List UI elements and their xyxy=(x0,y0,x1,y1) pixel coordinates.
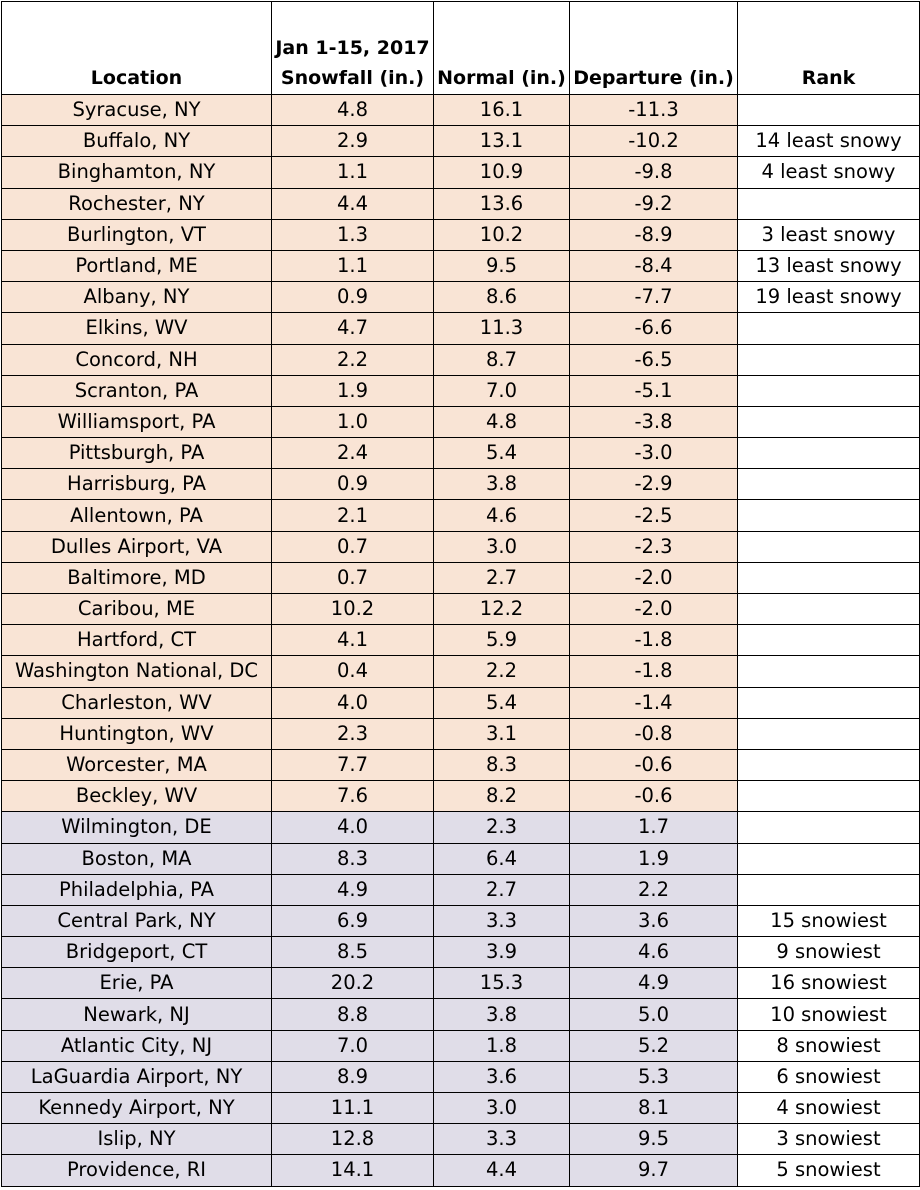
table-row xyxy=(2,1093,920,1124)
cell-rank xyxy=(738,749,920,780)
cell-rank: 10 snowiest xyxy=(738,999,920,1030)
cell-location: Binghamton, NY xyxy=(2,157,272,188)
table-row xyxy=(2,656,920,687)
cell-location: Scranton, PA xyxy=(2,375,272,406)
cell-location: Portland, ME xyxy=(2,250,272,281)
cell-rank: 14 least snowy xyxy=(738,126,920,157)
cell-normal: 3.9 xyxy=(434,937,570,968)
header-normal: Normal (in.) xyxy=(434,2,570,95)
cell-rank xyxy=(738,500,920,531)
cell-location: Newark, NJ xyxy=(2,999,272,1030)
header-location: Location xyxy=(2,2,272,95)
cell-normal: 2.7 xyxy=(434,562,570,593)
cell-location: Caribou, ME xyxy=(2,594,272,625)
cell-departure: -11.3 xyxy=(570,95,738,126)
table-body xyxy=(2,95,920,1187)
cell-location: Hartford, CT xyxy=(2,625,272,656)
header-snowfall xyxy=(272,2,434,95)
cell-normal: 9.5 xyxy=(434,250,570,281)
cell-departure: -1.4 xyxy=(570,687,738,718)
cell-snowfall: 12.8 xyxy=(272,1124,434,1155)
cell-normal: 13.6 xyxy=(434,188,570,219)
cell-normal: 15.3 xyxy=(434,968,570,999)
table-row xyxy=(2,625,920,656)
cell-normal: 3.3 xyxy=(434,905,570,936)
cell-normal: 7.0 xyxy=(434,375,570,406)
cell-location: Allentown, PA xyxy=(2,500,272,531)
cell-departure: -2.9 xyxy=(570,469,738,500)
cell-location: Providence, RI xyxy=(2,1155,272,1186)
table-row xyxy=(2,1061,920,1092)
cell-snowfall: 4.0 xyxy=(272,687,434,718)
cell-location: Syracuse, NY xyxy=(2,95,272,126)
cell-normal: 2.7 xyxy=(434,874,570,905)
table-row xyxy=(2,905,920,936)
table-row xyxy=(2,219,920,250)
cell-departure: 9.5 xyxy=(570,1124,738,1155)
cell-rank: 13 least snowy xyxy=(738,250,920,281)
cell-location: Baltimore, MD xyxy=(2,562,272,593)
cell-normal: 12.2 xyxy=(434,594,570,625)
cell-snowfall: 0.7 xyxy=(272,562,434,593)
cell-departure: -10.2 xyxy=(570,126,738,157)
cell-departure: 1.7 xyxy=(570,812,738,843)
table-row xyxy=(2,406,920,437)
cell-normal: 10.9 xyxy=(434,157,570,188)
cell-departure: 5.0 xyxy=(570,999,738,1030)
cell-location: Harrisburg, PA xyxy=(2,469,272,500)
cell-location: Beckley, WV xyxy=(2,781,272,812)
cell-normal: 8.6 xyxy=(434,282,570,313)
cell-rank xyxy=(738,594,920,625)
cell-snowfall: 0.9 xyxy=(272,469,434,500)
cell-location: Rochester, NY xyxy=(2,188,272,219)
table-row xyxy=(2,874,920,905)
table-row xyxy=(2,375,920,406)
cell-snowfall: 8.3 xyxy=(272,843,434,874)
cell-location: Atlantic City, NJ xyxy=(2,1030,272,1061)
cell-snowfall: 2.1 xyxy=(272,500,434,531)
table-row xyxy=(2,188,920,219)
table-row xyxy=(2,1155,920,1186)
table-row xyxy=(2,781,920,812)
cell-snowfall: 2.4 xyxy=(272,438,434,469)
cell-location: Wilmington, DE xyxy=(2,812,272,843)
cell-departure: -8.4 xyxy=(570,250,738,281)
cell-snowfall: 1.9 xyxy=(272,375,434,406)
cell-departure: 1.9 xyxy=(570,843,738,874)
cell-snowfall: 7.6 xyxy=(272,781,434,812)
cell-snowfall: 4.8 xyxy=(272,95,434,126)
cell-location: Worcester, MA xyxy=(2,749,272,780)
cell-departure: 8.1 xyxy=(570,1093,738,1124)
table-row xyxy=(2,937,920,968)
cell-snowfall: 1.1 xyxy=(272,157,434,188)
cell-departure: 5.3 xyxy=(570,1061,738,1092)
table-row xyxy=(2,500,920,531)
cell-snowfall: 1.1 xyxy=(272,250,434,281)
cell-rank: 19 least snowy xyxy=(738,282,920,313)
header-snowfall-line1: Jan 1-15, 2017 xyxy=(275,37,430,59)
cell-normal: 3.8 xyxy=(434,469,570,500)
table-row xyxy=(2,126,920,157)
cell-normal: 4.6 xyxy=(434,500,570,531)
cell-departure: -1.8 xyxy=(570,625,738,656)
cell-location: Central Park, NY xyxy=(2,905,272,936)
cell-rank: 3 snowiest xyxy=(738,1124,920,1155)
cell-location: Burlington, VT xyxy=(2,219,272,250)
table-row xyxy=(2,250,920,281)
cell-normal: 13.1 xyxy=(434,126,570,157)
cell-departure: 4.6 xyxy=(570,937,738,968)
header-row xyxy=(2,2,920,95)
cell-snowfall: 4.9 xyxy=(272,874,434,905)
table-row xyxy=(2,843,920,874)
cell-rank xyxy=(738,843,920,874)
cell-location: Washington National, DC xyxy=(2,656,272,687)
cell-rank: 5 snowiest xyxy=(738,1155,920,1186)
cell-departure: -2.0 xyxy=(570,562,738,593)
table-row xyxy=(2,749,920,780)
cell-departure: -8.9 xyxy=(570,219,738,250)
cell-departure: -0.8 xyxy=(570,718,738,749)
cell-location: Elkins, WV xyxy=(2,313,272,344)
cell-normal: 5.9 xyxy=(434,625,570,656)
table-row xyxy=(2,1124,920,1155)
cell-rank: 9 snowiest xyxy=(738,937,920,968)
cell-departure: -0.6 xyxy=(570,781,738,812)
cell-normal: 3.8 xyxy=(434,999,570,1030)
table-row xyxy=(2,594,920,625)
cell-snowfall: 4.4 xyxy=(272,188,434,219)
cell-location: Buffalo, NY xyxy=(2,126,272,157)
table-row xyxy=(2,562,920,593)
cell-departure: -2.3 xyxy=(570,531,738,562)
cell-snowfall: 10.2 xyxy=(272,594,434,625)
cell-normal: 5.4 xyxy=(434,438,570,469)
cell-location: Philadelphia, PA xyxy=(2,874,272,905)
cell-normal: 3.6 xyxy=(434,1061,570,1092)
cell-normal: 8.3 xyxy=(434,749,570,780)
table-row xyxy=(2,718,920,749)
cell-snowfall: 14.1 xyxy=(272,1155,434,1186)
cell-snowfall: 7.7 xyxy=(272,749,434,780)
cell-location: Williamsport, PA xyxy=(2,406,272,437)
cell-snowfall: 8.9 xyxy=(272,1061,434,1092)
cell-snowfall: 0.7 xyxy=(272,531,434,562)
cell-snowfall: 2.2 xyxy=(272,344,434,375)
snowfall-table xyxy=(1,1,920,1187)
table-row xyxy=(2,157,920,188)
header-snowfall-line2: Snowfall (in.) xyxy=(280,67,425,89)
table-row xyxy=(2,282,920,313)
header-rank: Rank xyxy=(738,2,920,95)
cell-snowfall: 2.9 xyxy=(272,126,434,157)
cell-snowfall: 4.1 xyxy=(272,625,434,656)
cell-rank xyxy=(738,406,920,437)
cell-normal: 1.8 xyxy=(434,1030,570,1061)
table-row xyxy=(2,469,920,500)
cell-rank xyxy=(738,531,920,562)
cell-snowfall: 20.2 xyxy=(272,968,434,999)
cell-departure: -1.8 xyxy=(570,656,738,687)
cell-normal: 5.4 xyxy=(434,687,570,718)
cell-rank xyxy=(738,344,920,375)
cell-rank xyxy=(738,469,920,500)
table-row xyxy=(2,1030,920,1061)
cell-snowfall: 8.8 xyxy=(272,999,434,1030)
cell-rank: 8 snowiest xyxy=(738,1030,920,1061)
cell-normal: 4.8 xyxy=(434,406,570,437)
cell-location: Bridgeport, CT xyxy=(2,937,272,968)
cell-rank: 6 snowiest xyxy=(738,1061,920,1092)
cell-rank xyxy=(738,718,920,749)
cell-rank xyxy=(738,313,920,344)
cell-normal: 8.7 xyxy=(434,344,570,375)
cell-snowfall: 4.0 xyxy=(272,812,434,843)
cell-departure: -2.0 xyxy=(570,594,738,625)
cell-location: Dulles Airport, VA xyxy=(2,531,272,562)
cell-departure: -9.2 xyxy=(570,188,738,219)
cell-departure: -6.6 xyxy=(570,313,738,344)
cell-normal: 3.0 xyxy=(434,531,570,562)
cell-snowfall: 0.4 xyxy=(272,656,434,687)
cell-departure: -6.5 xyxy=(570,344,738,375)
cell-departure: -2.5 xyxy=(570,500,738,531)
cell-rank xyxy=(738,375,920,406)
cell-location: Islip, NY xyxy=(2,1124,272,1155)
cell-location: Albany, NY xyxy=(2,282,272,313)
cell-normal: 2.2 xyxy=(434,656,570,687)
cell-departure: -9.8 xyxy=(570,157,738,188)
cell-normal: 11.3 xyxy=(434,313,570,344)
cell-rank xyxy=(738,625,920,656)
cell-rank xyxy=(738,656,920,687)
cell-normal: 3.0 xyxy=(434,1093,570,1124)
cell-location: Charleston, WV xyxy=(2,687,272,718)
cell-snowfall: 8.5 xyxy=(272,937,434,968)
cell-normal: 8.2 xyxy=(434,781,570,812)
cell-rank: 4 snowiest xyxy=(738,1093,920,1124)
cell-rank xyxy=(738,562,920,593)
cell-rank: 3 least snowy xyxy=(738,219,920,250)
cell-snowfall: 6.9 xyxy=(272,905,434,936)
table-row xyxy=(2,344,920,375)
cell-snowfall: 1.3 xyxy=(272,219,434,250)
table-row xyxy=(2,812,920,843)
cell-rank xyxy=(738,188,920,219)
cell-rank xyxy=(738,781,920,812)
cell-departure: 2.2 xyxy=(570,874,738,905)
cell-location: Concord, NH xyxy=(2,344,272,375)
cell-departure: 9.7 xyxy=(570,1155,738,1186)
cell-location: LaGuardia Airport, NY xyxy=(2,1061,272,1092)
cell-rank: 16 snowiest xyxy=(738,968,920,999)
cell-rank: 15 snowiest xyxy=(738,905,920,936)
table-row xyxy=(2,687,920,718)
cell-departure: 5.2 xyxy=(570,1030,738,1061)
cell-location: Huntington, WV xyxy=(2,718,272,749)
cell-snowfall: 11.1 xyxy=(272,1093,434,1124)
cell-departure: -0.6 xyxy=(570,749,738,780)
cell-location: Pittsburgh, PA xyxy=(2,438,272,469)
cell-rank xyxy=(738,438,920,469)
cell-snowfall: 2.3 xyxy=(272,718,434,749)
cell-rank xyxy=(738,687,920,718)
table-row xyxy=(2,438,920,469)
table-row xyxy=(2,95,920,126)
cell-departure: 3.6 xyxy=(570,905,738,936)
cell-departure: -3.8 xyxy=(570,406,738,437)
cell-location: Kennedy Airport, NY xyxy=(2,1093,272,1124)
cell-location: Erie, PA xyxy=(2,968,272,999)
table-row xyxy=(2,313,920,344)
table-row xyxy=(2,968,920,999)
cell-rank xyxy=(738,874,920,905)
table-row xyxy=(2,531,920,562)
cell-snowfall: 1.0 xyxy=(272,406,434,437)
cell-normal: 3.3 xyxy=(434,1124,570,1155)
cell-normal: 16.1 xyxy=(434,95,570,126)
cell-departure: -5.1 xyxy=(570,375,738,406)
header-departure: Departure (in.) xyxy=(570,2,738,95)
cell-normal: 4.4 xyxy=(434,1155,570,1186)
cell-normal: 10.2 xyxy=(434,219,570,250)
cell-rank xyxy=(738,812,920,843)
cell-snowfall: 0.9 xyxy=(272,282,434,313)
cell-rank xyxy=(738,95,920,126)
cell-snowfall: 4.7 xyxy=(272,313,434,344)
cell-departure: 4.9 xyxy=(570,968,738,999)
cell-departure: -3.0 xyxy=(570,438,738,469)
table-row xyxy=(2,999,920,1030)
cell-snowfall: 7.0 xyxy=(272,1030,434,1061)
cell-location: Boston, MA xyxy=(2,843,272,874)
cell-normal: 6.4 xyxy=(434,843,570,874)
cell-normal: 3.1 xyxy=(434,718,570,749)
cell-departure: -7.7 xyxy=(570,282,738,313)
cell-rank: 4 least snowy xyxy=(738,157,920,188)
cell-normal: 2.3 xyxy=(434,812,570,843)
